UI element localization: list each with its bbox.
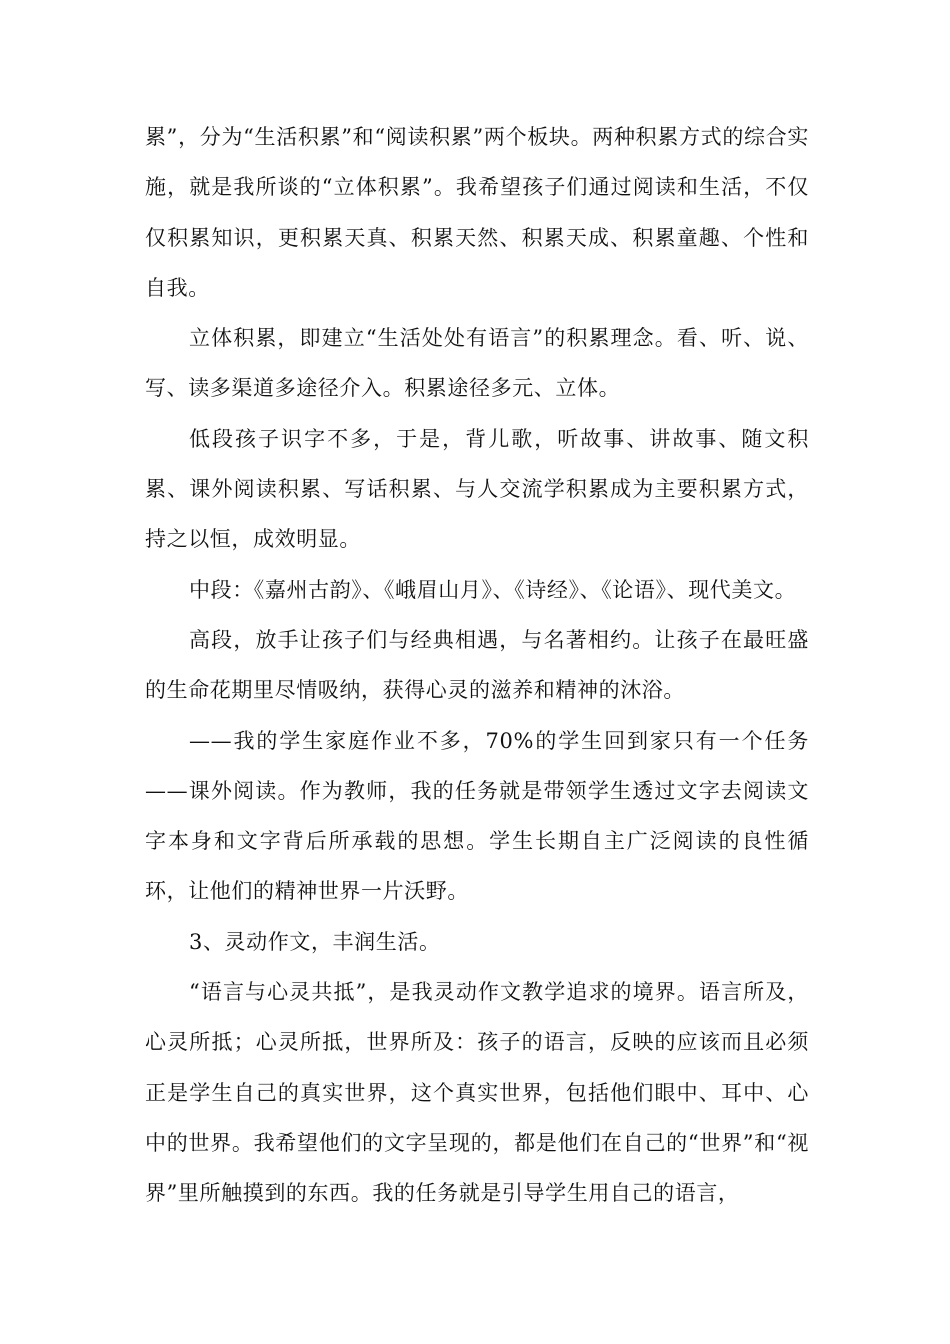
document-body [145, 112, 809, 1219]
paragraph-5: 高段，放手让孩子们与经典相遇，与名著相约。让孩子在最旺盛的生命花期里尽情吸纳，获得心灵的滋养和精神的沐浴。 [145, 627, 809, 703]
paragraph-8: “语言与心灵共抵”，是我灵动作文教学追求的境界。语言所及，心灵所抵；心灵所抵，世界所及：孩子的语言，反映的应该而且必须正是学生自己的真实世界，这个真实世界，包括他们眼中、耳中、心中的世界。我希望他们的文字呈现的，都是他们在自己的“世界”和“视界”里所触摸到的东西。我的任务就是引导学生用自己的语言， [145, 980, 809, 1206]
section-heading: 3、灵动作文，丰润生活。 [189, 929, 441, 954]
paragraph-4: 中段：《嘉州古韵》、《峨眉山月》、《诗经》、《论语》、现代美文。 [189, 577, 797, 602]
paragraph-2: 立体积累，即建立“生活处处有语言”的积累理念。看、听、说、写、读多渠道多途径介入。积累途径多元、立体。 [145, 326, 809, 401]
paragraph-6: ——我的学生家庭作业不多，70%的学生回到家只有一个任务——课外阅读。作为教师，我的任务就是带领学生透过文字去阅读文字本身和文字背后所承载的思想。学生长期自主广泛阅读的良性循环，让他们的精神世界一片沃野。 [145, 728, 809, 904]
paragraph-1: 累”，分为“生活积累”和“阅读积累”两个板块。两种积累方式的综合实施，就是我所谈的“立体积累”。我希望孩子们通过阅读和生活，不仅仅积累知识，更积累天真、积累天然、积累天成、积累童趣、个性和自我。 [145, 125, 809, 300]
paragraph-3: 低段孩子识字不多，于是，背儿歌，听故事、讲故事、随文积累、课外阅读积累、写话积累、与人交流学积累成为主要积累方式，持之以恒，成效明显。 [145, 426, 809, 552]
